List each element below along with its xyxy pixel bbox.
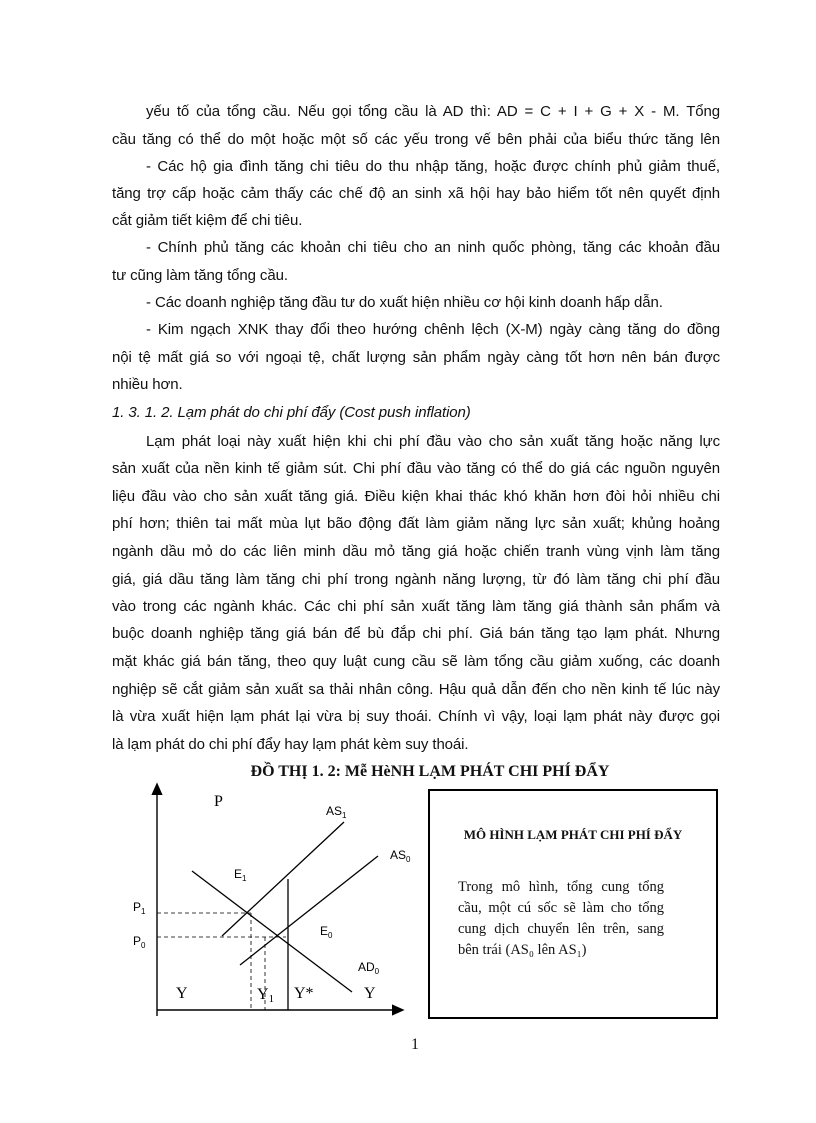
ad0-text: AD: [358, 960, 375, 974]
text-line: cầu tăng có thể do một hoặc một số các yếu trong vế bên phải của biểu thức tăng lên: [112, 131, 720, 148]
as0-text: AS: [390, 848, 407, 862]
text-line: - Các doanh nghiệp tăng đầu tư do xuất hiện nhiều cơ hội kinh doanh hấp dẫn.: [146, 294, 663, 311]
text-line: tư cũng làm tăng tổng cầu.: [112, 267, 288, 284]
description-box: [428, 789, 718, 1019]
as0-label: [390, 848, 411, 864]
p-axis-label: P: [214, 793, 223, 810]
box-title: MÔ HÌNH LẠM PHÁT CHI PHÍ ĐẨY: [463, 827, 683, 842]
e1-text: E: [234, 867, 243, 881]
text-line: - Các hộ gia đình tăng chi tiêu do thu nhập tăng, hoặc được chính phủ giảm thuế,: [146, 158, 720, 175]
y1-text: Y: [257, 986, 269, 1003]
text-line: nội tệ mất giá so với ngoại tệ, chất lượng sản phẩm ngày càng tốt hơn nên bán được: [112, 349, 720, 366]
as1-sub: 1: [342, 811, 347, 820]
section-heading: 1. 3. 1. 2. Lạm phát do chi phí đẩy (Cost push inflation): [112, 404, 471, 421]
e1-sub: 1: [242, 874, 247, 883]
text-line: vào trong các ngành khác. Các chi phí sản xuất tăng làm tăng giá thành sản phẩm và: [112, 598, 720, 615]
text-line: nghiệp sẽ cắt giảm sản xuất sa thải nhân công. Hậu quả dẫn đến cho nền kinh tế lúc này: [112, 681, 720, 698]
figure-title: ĐỒ THỊ 1. 2: Mễ HèNH LẠM PHÁT CHI PHÍ ĐẨY: [250, 763, 610, 780]
ad0-label: [358, 960, 380, 976]
text-line: nhiều hơn.: [112, 376, 183, 393]
e1-label: [234, 867, 247, 883]
text-line: liệu đầu vào cho sản xuất tăng giá. Điều kiện khai thác khó khăn hơn đòi hỏi nhiều chi: [112, 488, 720, 505]
text-line: sản xuất của nền kinh tế giảm sút. Chi phí đầu vào tăng có thể do giá các nguồn nguyên: [112, 460, 720, 477]
text-line: cắt giảm tiết kiệm để chi tiêu.: [112, 212, 303, 229]
p1-label: [133, 900, 146, 916]
y-left-label: Y: [176, 985, 188, 1002]
p0-label: [133, 934, 146, 950]
y-right-label: Y: [364, 985, 376, 1002]
as0-curve: [240, 856, 378, 965]
text-line: giá, giá dầu tăng làm tăng chi phí trong ngành năng lượng, từ đó làm tăng chi phí đầu: [112, 571, 720, 588]
e0-sub: 0: [328, 931, 333, 940]
text-line: là vừa xuất hiện lạm phát lại vừa bị suy thoái. Chính vì vậy, loại lạm phát này được gọi: [112, 708, 720, 725]
text-line: Lạm phát loại này xuất hiện khi chi phí đầu vào cho sản xuất tăng hoặc năng lực: [146, 433, 720, 450]
text-line: buộc doanh nghiệp tăng giá bán để bù đắp chi phí. Giá bán tăng tạo lạm phát. Nhưng: [112, 625, 720, 642]
box-text: Trong mô hình, tổng cung tổng cầu, một cú sốc sẽ làm cho tổng cung dịch chuyển lên trên, sang bên trái (AS₀ lên AS₁): [458, 879, 664, 958]
as1-text: AS: [326, 804, 343, 818]
p0-sub: 0: [141, 941, 146, 950]
e0-label: [320, 924, 333, 940]
p0-text: P: [133, 934, 142, 948]
text-line: mặt khác giá bán tăng, theo quy luật cung cầu sẽ làm tổng cầu giảm xuống, các doanh: [112, 653, 720, 670]
e0-text: E: [320, 924, 329, 938]
text-line: - Kim ngạch XNK thay đổi theo hướng chênh lệch (X-M) ngày càng tăng do đồng: [146, 321, 720, 338]
ad0-sub: 0: [374, 967, 380, 976]
page-number: 1: [411, 1036, 419, 1053]
text-line: tăng trợ cấp hoặc cảm thấy các chế độ an sinh xã hội hay bảo hiểm tốt nên quyết định: [112, 185, 720, 202]
p1-sub: 1: [141, 907, 146, 916]
text-line: là lạm phát do chi phí đẩy hay lạm phát kèm suy thoái.: [112, 736, 469, 753]
as0-sub: 0: [406, 855, 411, 864]
text-line: ngành dầu mỏ do các liên minh dầu mỏ tăng giá hoặc chiến tranh vùng vịnh làm tăng: [112, 543, 720, 560]
as1-label: [326, 804, 347, 820]
y1-sub: 1: [268, 993, 275, 1005]
text-line: phí hơn; thiên tai mất mùa lụt bão động đất làm giảm năng lực sản xuất; khủng hoảng: [112, 515, 720, 532]
y1-label: [257, 986, 274, 1005]
p1-text: P: [133, 900, 142, 914]
text-line: - Chính phủ tăng các khoản chi tiêu cho an ninh quốc phòng, tăng các khoản đầu: [146, 239, 720, 256]
ystar-label: Y*: [294, 985, 314, 1002]
text-line: yếu tố của tổng cầu. Nếu gọi tổng cầu là AD thì: AD = C + I + G + X - M. Tổng: [146, 103, 720, 120]
